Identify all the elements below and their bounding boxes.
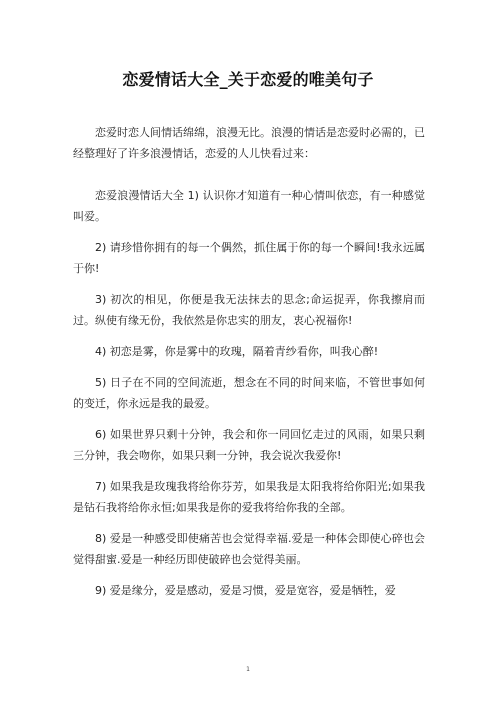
paragraph-item-5: 5) 日子在不同的空间流逝，想念在不同的时间来临，不管世事如何的变迁，你永远是我的最爱。 — [73, 376, 425, 410]
paragraph-item-2: 2) 请珍惜你拥有的每一个偶然，抓住属于你的每一个瞬间!我永远属于你! — [73, 241, 425, 275]
paragraph-item-4: 4) 初恋是雾，你是雾中的玫瑰，隔着青纱看你，叫我心醉! — [95, 345, 379, 358]
document-body — [73, 122, 425, 611]
paragraph-item-6: 6) 如果世界只剩十分钟，我会和你一同回忆走过的风雨，如果只剩三分钟，我会吻你，如果只剩一分钟，我会说次我爱你! — [73, 428, 425, 462]
paragraph-item-8: 8) 爱是一种感受即使痛苦也会觉得幸福.爱是一种体会即使心碎也会觉得甜蜜.爱是一种经历即使破碎也会觉得美丽。 — [73, 532, 425, 566]
page-number: 1 — [246, 666, 250, 673]
paragraph-item-7: 7) 如果我是玫瑰我将给你芬芳，如果我是太阳我将给你阳光;如果我是钻石我将给你永恒;如果我是你的爱我将给你我的全部。 — [73, 480, 425, 514]
paragraph-item-9: 9) 爱是缘分，爱是感动，爱是习惯，爱是宽容，爱是牺牲，爱 — [95, 584, 396, 597]
paragraph-item-1: 恋爱浪漫情话大全 1) 认识你才知道有一种心情叫依恋，有一种感觉叫爱。 — [73, 189, 425, 223]
document-title: 恋爱情话大全_关于恋爱的唯美句子 — [122, 70, 374, 89]
paragraph-item-3: 3) 初次的相见，你便是我无法抹去的思念;命运捉弄，你我擦肩而过。纵使有缘无份，我依然是你忠实的朋友，衷心祝福你! — [73, 293, 425, 327]
paragraph-intro: 恋爱时恋人间情话绵绵，浪漫无比。浪漫的情话是恋爱时必需的，已经整理好了许多浪漫情话，恋爱的人儿快看过来： — [73, 126, 425, 160]
